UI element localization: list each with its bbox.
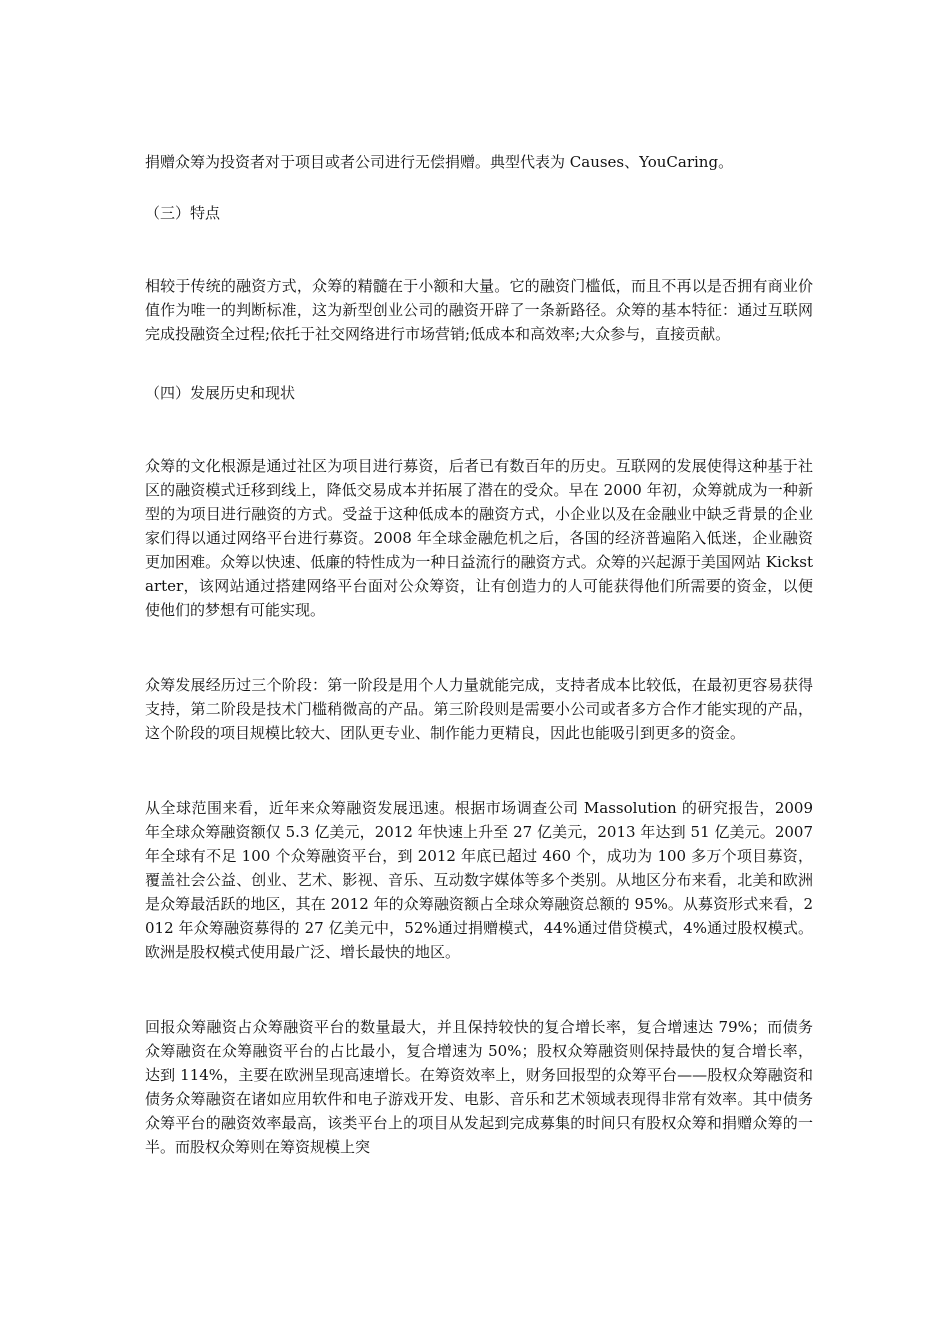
paragraph-growth-rates: 回报众筹融资占众筹融资平台的数量最大，并且保持较快的复合增长率，复合增速达 79%；而债务众筹融资在众筹融资平台的占比最小，复合增速为 50%；股权众筹融资则保持最快的复合增长率，达到 114%，主要在欧洲呈现高速增长。在筹资效率上，财务回报型的众筹平台——股权众筹融资和债务众筹融资在诸如应用软件和电子游戏开发、电影、音乐和艺术领域表现得非常有效率。其中债务众筹平台的融资效率最高，该类平台上的项目从发起到完成募集的时间只有股权众筹和捐赠众筹的一半。而股权众筹则在筹资规模上突 bbox=[145, 1018, 813, 1156]
paragraph-donation-crowdfunding: 捐赠众筹为投资者对于项目或者公司进行无偿捐赠。典型代表为 Causes、YouCaring。 bbox=[145, 153, 734, 171]
paragraph-global-status: 从全球范围来看，近年来众筹融资发展迅速。根据市场调查公司 Massolution 的研究报告，2009 年全球众筹融资额仅 5.3 亿美元，2012 年快速上升至 27 亿美元，2013 年达到 51 亿美元。2007 年全球有不足 100 个众筹融资平台，到 2012 年底已超过 460 个，成功为 100 多万个项目募资，覆盖社会公益、创业、艺术、影视、音乐、互动数字媒体等多个类别。从地区分布来看，北美和欧洲是众筹最活跃的地区，其在 2012 年的众筹融资额占全球众筹融资总额的 95%。从募资形式来看，2012 年众筹融资募得的 27 亿美元中，52%通过捐赠模式，44%通过借贷模式，4%通过股权模式。欧洲是股权模式使用最广泛、增长最快的地区。 bbox=[145, 799, 813, 961]
section-heading-history: （四）发展历史和现状 bbox=[145, 384, 296, 402]
section-heading-features: （三）特点 bbox=[145, 204, 221, 222]
paragraph-features: 相较于传统的融资方式，众筹的精髓在于小额和大量。它的融资门槛低，而且不再以是否拥有商业价值作为唯一的判断标准，这为新型创业公司的融资开辟了一条新路径。众筹的基本特征：通过互联网完成投融资全过程;依托于社交网络进行市场营销;低成本和高效率;大众参与，直接贡献。 bbox=[145, 277, 813, 343]
paragraph-three-stages: 众筹发展经历过三个阶段：第一阶段是用个人力量就能完成，支持者成本比较低，在最初更容易获得支持，第二阶段是技术门槛稍微高的产品。第三阶段则是需要小公司或者多方合作才能实现的产品，这个阶段的项目规模比较大、团队更专业、制作能力更精良，因此也能吸引到更多的资金。 bbox=[145, 676, 813, 742]
document-body bbox=[145, 150, 813, 1159]
paragraph-history-origin: 众筹的文化根源是通过社区为项目进行募资，后者已有数百年的历史。互联网的发展使得这种基于社区的融资模式迁移到线上，降低交易成本并拓展了潜在的受众。早在 2000 年初，众筹就成为一种新型的为项目进行融资的方式。受益于这种低成本的融资方式，小企业以及在金融业中缺乏背景的企业家们得以通过网络平台进行募资。2008 年全球金融危机之后，各国的经济普遍陷入低迷，企业融资更加困难。众筹以快速、低廉的特性成为一种日益流行的融资方式。众筹的兴起源于美国网站 Kickstarter，该网站通过搭建网络平台面对公众筹资，让有创造力的人可能获得他们所需要的资金，以便使他们的梦想有可能实现。 bbox=[145, 457, 813, 619]
